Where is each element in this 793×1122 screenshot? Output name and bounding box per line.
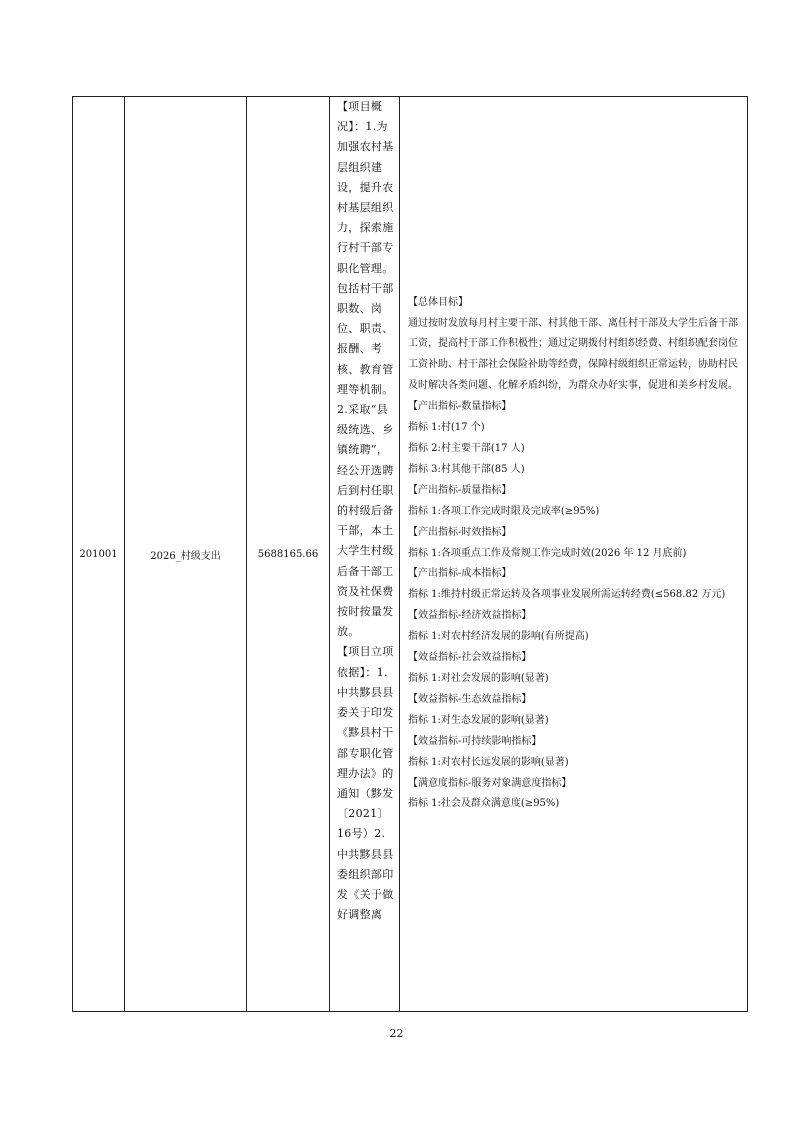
indicator-line: 【产出指标-数量指标】 [408,401,512,413]
indicator-line: 指标 1:各项重点工作及常规工作完成时效(2026 年 12 月底前) [408,547,687,559]
code-cell [73,97,125,1012]
indicator-line: 指标 1:对社会发展的影响(显著) [408,672,549,684]
indicator-line: 指标 1:对农村经济发展的影响(有所提高) [408,631,589,643]
performance-goals [400,293,747,816]
name-cell [125,97,247,1012]
indicator-line: 指标 1:对生态发展的影响(显著) [408,714,549,726]
table-row [73,97,748,1012]
project-name: 2026_村级支出 [150,550,221,562]
indicator-line: 指标 1:各项工作完成时限及完成率(≥95%) [408,505,600,517]
indicator-line: 【效益指标-经济效益指标】 [408,610,532,622]
description-cell [330,97,400,1012]
indicator-line: 【效益指标-社会效益指标】 [408,652,532,664]
indicator-line: 指标 1:村(17 个) [408,422,485,434]
overall-goal-text: 通过按时发放每月村主要干部、村其他干部、离任村干部及大学生后备干部工资，提高村干部工作积极性；通过定期拨付村组织经费、村组织配套岗位工资补助、村干部社会保险补助等经费，保障村级组织正常运转，协助村民及时解决各类问题、化解矛盾纠纷，为群众办好实事，促进和美乡村发展。 [408,317,738,392]
indicator-line: 【效益指标-可持续影响指标】 [408,735,542,747]
description-paragraph: 2.采取“县级统选、乡镇统聘”，经公开选聘后到村任职的村级后备干部，本土大学生村级后备干部工资及社保费按时按量发放。 [337,403,394,639]
indicator-line: 【产出指标-质量指标】 [408,484,512,496]
description-paragraph: 【项目概况】：1.为加强农村基层组织建设，提升农村基层组织力，探索施行村干部专职化管理。包括村干部职数、岗位、职责、报酬、考核、教育管理等机制。 [337,100,394,396]
indicator-line: 【产出指标-时效指标】 [408,526,512,538]
overall-goal-title: 【总体目标】 [408,296,468,308]
indicator-line: 指标 1:对农村长远发展的影响(显著) [408,756,569,768]
indicator-line: 指标 2:村主要干部(17 人) [408,443,525,455]
amount-cell [247,97,330,1012]
budget-table [72,96,748,1012]
description-paragraph: 【项目立项依据】：1.中共黟县县委关于印发《黟县村干部专职化管理办法》的通知（黟发〔2021〕16号）2.中共黟县县委组织部印发《关于做好调整离 [337,645,394,922]
indicator-line: 【满意度指标-服务对象满意度指标】 [408,777,572,789]
goals-cell [400,97,748,1012]
project-code: 201001 [79,548,118,560]
indicator-line: 【产出指标-成本指标】 [408,568,512,580]
indicator-line: 指标 1:维持村级正常运转及各项事业发展所需运转经费(≤568.82 万元) [408,589,726,601]
page-number: 22 [389,1027,404,1040]
indicator-line: 指标 1:社会及群众满意度(≥95%) [408,798,560,810]
indicator-line: 【效益指标-生态效益指标】 [408,693,532,705]
project-description [330,97,399,925]
indicator-line: 指标 3:村其他干部(85 人) [408,463,525,475]
project-amount: 5688165.66 [257,548,319,560]
